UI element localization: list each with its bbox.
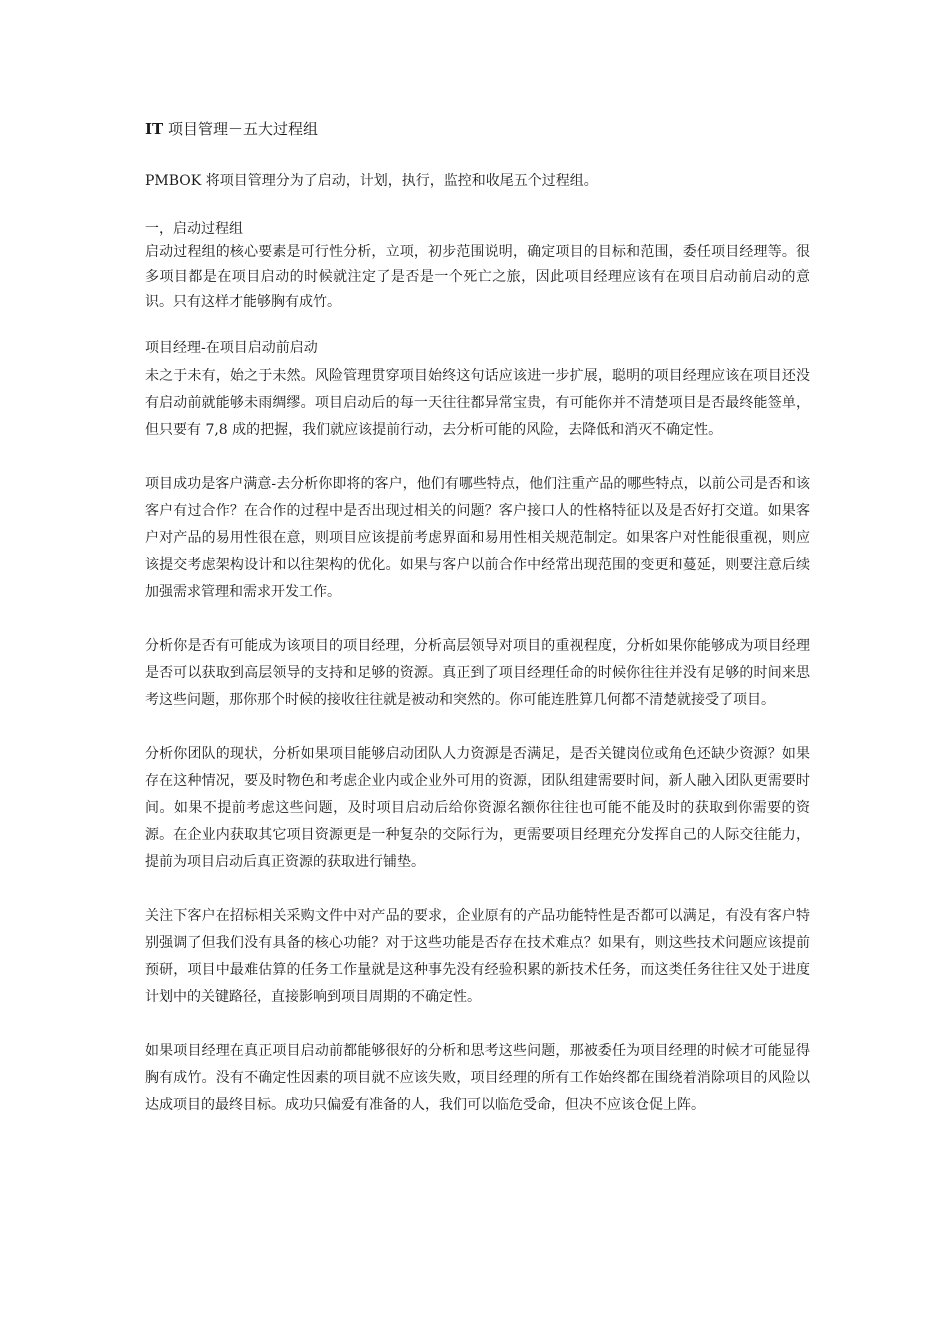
document-page bbox=[145, 118, 810, 1119]
body-paragraph: 项目成功是客户满意-去分析你即将的客户，他们有哪些特点，他们注重产品的哪些特点，以前公司是否和该客户有过合作？在合作的过程中是否出现过相关的问题？客户接口人的性格特征以及是否好打交道。如果客户对产品的易用性很在意，则项目应该提前考虑界面和易用性相关规范制定。如果客户对性能很重视，则应该提交考虑架构设计和以往架构的优化。如果与客户以前合作中经常出现范围的变更和蔓延，则要注意后续加强需求管理和需求开发工作。 bbox=[145, 476, 810, 600]
document-title bbox=[145, 118, 810, 140]
sub-heading: 项目经理-在项目启动前启动 bbox=[145, 340, 318, 356]
body-paragraph: 关注下客户在招标相关采购文件中对产品的要求，企业原有的产品功能特性是否都可以满足，有没有客户特别强调了但我们没有具备的核心功能？对于这些功能是否存在技术难点？如果有，则这些技术问题应该提前预研，项目中最难估算的任务工作量就是这种事先没有经验积累的新技术任务，而这类任务往往又处于进度计划中的关键路径，直接影响到项目周期的不确定性。 bbox=[145, 908, 810, 1005]
body-paragraph: 未之于未有，始之于未然。风险管理贯穿项目始终这句话应该进一步扩展，聪明的项目经理应该在项目还没有启动前就能够未雨绸缪。项目启动后的每一天往往都异常宝贵，有可能你并不清楚项目是否最终能签单，但只要有 7,8 成的把握，我们就应该提前行动，去分析可能的风险，去降低和消灭不确定性。 bbox=[145, 368, 810, 438]
body-paragraph: 分析你团队的现状，分析如果项目能够启动团队人力资源是否满足，是否关键岗位或角色还缺少资源？如果存在这种情况，要及时物色和考虑企业内或企业外可用的资源，团队组建需要时间，新人融入团队更需要时间。如果不提前考虑这些问题，及时项目启动后给你资源名额你往往也可能不能及时的获取到你需要的资源。在企业内获取其它项目资源更是一种复杂的交际行为，更需要项目经理充分发挥自己的人际交往能力，提前为项目启动后真正资源的获取进行铺垫。 bbox=[145, 746, 810, 870]
section-heading: 一，启动过程组 bbox=[145, 221, 243, 237]
section-paragraph: 启动过程组的核心要素是可行性分析，立项，初步范围说明，确定项目的目标和范围，委任项目经理等。很多项目都是在项目启动的时候就注定了是否是一个死亡之旅，因此项目经理应该有在项目启动前启动的意识。只有这样才能够胸有成竹。 bbox=[145, 244, 810, 310]
body-paragraph: 如果项目经理在真正项目启动前都能够很好的分析和思考这些问题，那被委任为项目经理的时候才可能显得胸有成竹。没有不确定性因素的项目就不应该失败，项目经理的所有工作始终都在围绕着消除项目的风险以达成项目的最终目标。成功只偏爱有准备的人，我们可以临危受命，但决不应该仓促上阵。 bbox=[145, 1043, 810, 1113]
title-prefix: IT bbox=[145, 120, 164, 138]
body-paragraph: 分析你是否有可能成为该项目的项目经理，分析高层领导对项目的重视程度，分析如果你能够成为项目经理是否可以获取到高层领导的支持和足够的资源。真正到了项目经理任命的时候你往往并没有足够的时间来思考这些问题，那你那个时候的接收往往就是被动和突然的。你可能连胜算几何都不清楚就接受了项目。 bbox=[145, 638, 810, 708]
intro-paragraph: PMBOK 将项目管理分为了启动，计划，执行，监控和收尾五个过程组。 bbox=[145, 173, 598, 189]
title-text: 项目管理－五大过程组 bbox=[163, 120, 318, 138]
